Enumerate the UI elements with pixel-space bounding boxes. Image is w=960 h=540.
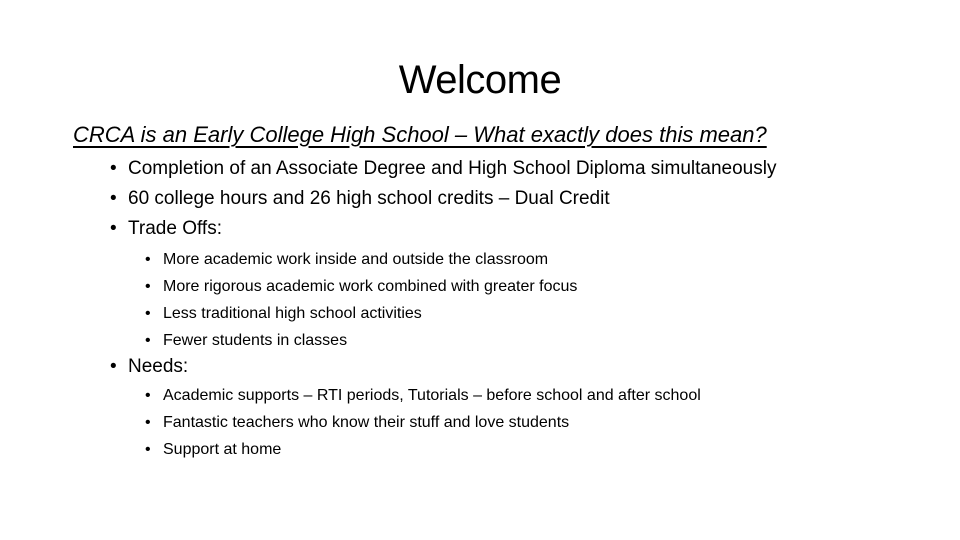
sub-bullet-item: • More rigorous academic work combined with greater focus [145, 273, 577, 300]
slide-subtitle: CRCA is an Early College High School – What exactly does this mean? [73, 122, 767, 147]
bullet-item: • Completion of an Associate Degree and High School Diploma simultaneously [110, 154, 776, 184]
sub-bullet-item: • More academic work inside and outside the classroom [145, 246, 577, 273]
slide-title: Welcome [398, 58, 562, 102]
bullet-item: • Trade Offs: [110, 214, 776, 244]
bullet-item: • 60 college hours and 26 high school credits – Dual Credit [110, 184, 776, 214]
main-bullet-list [110, 154, 776, 244]
sub-bullet-item: • Fewer students in classes [145, 327, 577, 354]
needs-list [145, 382, 701, 463]
sub-bullet-item: • Fantastic teachers who know their stuff and love students [145, 409, 701, 436]
needs-heading-list [110, 352, 188, 382]
sub-bullet-item: • Academic supports – RTI periods, Tutorials – before school and after school [145, 382, 701, 409]
sub-bullet-item: • Less traditional high school activities [145, 300, 577, 327]
sub-bullet-item: • Support at home [145, 436, 701, 463]
bullet-item: • Needs: [110, 352, 188, 382]
trade-offs-list [145, 246, 577, 354]
